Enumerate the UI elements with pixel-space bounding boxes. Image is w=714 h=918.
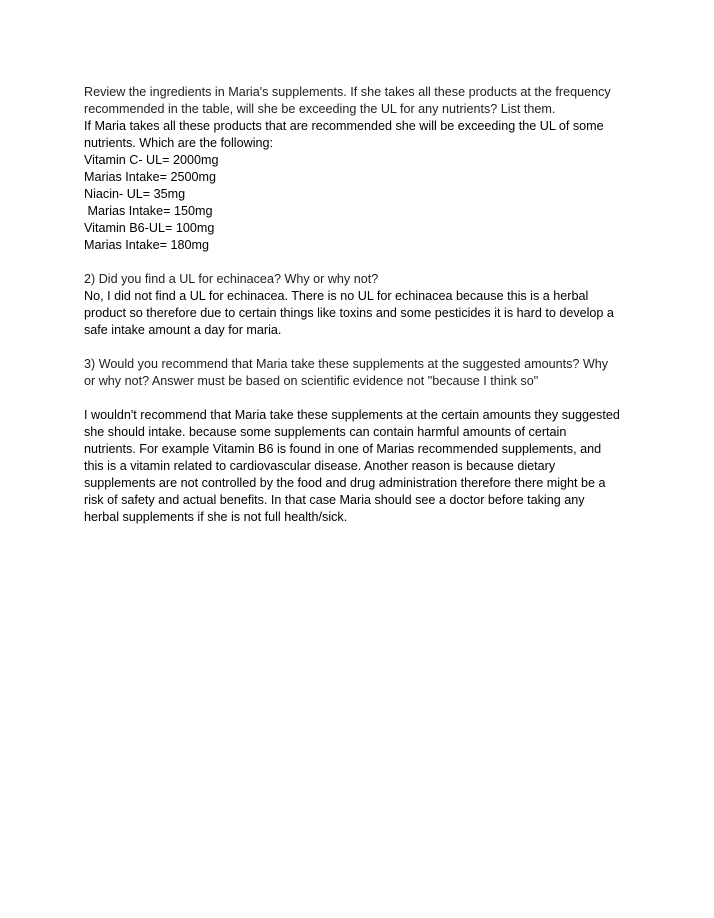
answer-2-line: product so therefore due to certain things like toxins and some pesticides it is hard to develop a — [84, 306, 614, 320]
answer-3-line: I wouldn't recommend that Maria take these supplements at the certain amounts they suggested — [84, 408, 620, 422]
question-3-line: or why not? Answer must be based on scientific evidence not "because I think so" — [84, 374, 539, 388]
answer-3-line: this is a vitamin related to cardiovascular disease. Another reason is because dietary — [84, 459, 556, 473]
paragraph-gap — [84, 390, 644, 407]
answer-2 — [84, 288, 644, 339]
answer-3-line: herbal supplements if she is not full health/sick. — [84, 510, 348, 524]
question-1-line: recommended in the table, will she be exceeding the UL for any nutrients? List them. — [84, 102, 556, 116]
answer-2-line: safe intake amount a day for maria. — [84, 323, 282, 337]
answer-1-line: Marias Intake= 2500mg — [84, 170, 216, 184]
answer-1-line: Marias Intake= 180mg — [84, 238, 209, 252]
answer-3-line: nutrients. For example Vitamin B6 is found in one of Marias recommended supplements, and — [84, 442, 602, 456]
answer-1-line: Marias Intake= 150mg — [84, 204, 213, 218]
question-1-line: Review the ingredients in Maria's supplements. If she takes all these products at the frequency — [84, 85, 611, 99]
answer-1-line: nutrients. Which are the following: — [84, 136, 273, 150]
answer-1-line: Vitamin B6-UL= 100mg — [84, 221, 215, 235]
answer-2-line: No, I did not find a UL for echinacea. There is no UL for echinacea because this is a herbal — [84, 289, 589, 303]
answer-1-line: Niacin- UL= 35mg — [84, 187, 186, 201]
answer-3-line: she should intake. because some supplements can contain harmful amounts of certain — [84, 425, 567, 439]
question-3-line: 3) Would you recommend that Maria take these supplements at the suggested amounts? Why — [84, 357, 609, 371]
answer-3 — [84, 407, 644, 526]
answer-1-line: If Maria takes all these products that are recommended she will be exceeding the UL of some — [84, 119, 604, 133]
answer-1-line: Vitamin C- UL= 2000mg — [84, 153, 219, 167]
answer-3-line: risk of safety and actual benefits. In that case Maria should see a doctor before taking any — [84, 493, 585, 507]
question-3 — [84, 356, 644, 390]
document-page — [84, 84, 644, 526]
question-2-line: 2) Did you find a UL for echinacea? Why or why not? — [84, 272, 379, 286]
paragraph-gap — [84, 254, 644, 271]
question-2 — [84, 271, 644, 288]
answer-1 — [84, 118, 644, 254]
paragraph-gap — [84, 339, 644, 356]
answer-3-line: supplements are not controlled by the food and drug administration therefore there might be a — [84, 476, 606, 490]
question-1 — [84, 84, 644, 118]
